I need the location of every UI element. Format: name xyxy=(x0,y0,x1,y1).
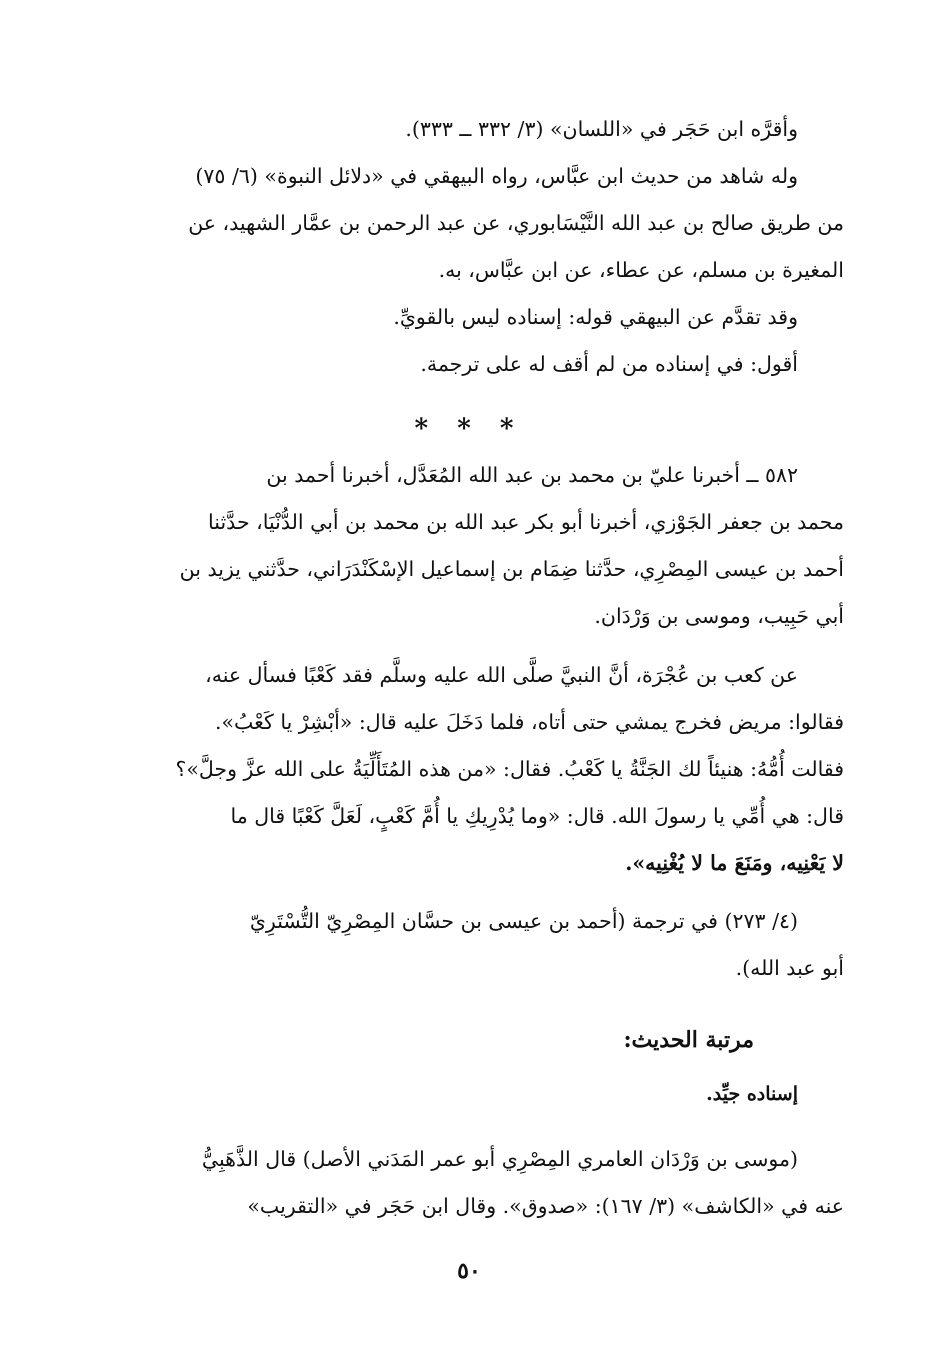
text-line: (موسى بن وَرْدَان العامري المِصْرِي أبو عمر المَدَني الأصل) قال الذَّهَبِيُّ xyxy=(201,1147,798,1171)
hadith-isnad xyxy=(78,452,844,640)
hadith-matn xyxy=(78,652,844,887)
text-line: من طريق صالح بن عبد الله النَّيْسَابوري، عن عبد الرحمن بن عمَّار الشهيد، عن xyxy=(188,211,844,235)
text-line: فقالت أُمُّهُ: هنيئاً لك الجَنَّةُ يا كَعْبُ. فقال: «من هذه المُتَأَلِّيَةُ على الله عزَّ وجلَّ»؟ xyxy=(175,757,844,781)
text-line: فقالوا: مريض فخرج يمشي حتى أتاه، فلما دَخَلَ عليه قال: «أبْشِرْ يا كَعْبُ». xyxy=(214,710,844,734)
text-line: وأقرَّه ابن حَجَر في «اللسان» (٣/ ٣٣٢ ــ ٣٣٣). xyxy=(405,117,798,141)
hadith-number-line: ٥٨٢ ــ أخبرنا عليّ بن محمد بن عبد الله المُعَدَّل، أخبرنا أحمد بن xyxy=(266,463,798,487)
text-line: (٤/ ٢٧٣) في ترجمة (أحمد بن عيسى بن حسَّان المِصْرِيّ التُّسْتَرِيّ xyxy=(249,909,798,933)
text-line: أبو عبد الله). xyxy=(735,956,844,980)
hadith-reference xyxy=(78,898,844,992)
page-number: ٥٠ xyxy=(457,1258,481,1284)
section-1 xyxy=(78,106,844,388)
text-line: أبي حَبِيب، وموسى بن وَرْدَان. xyxy=(594,604,844,628)
text-line: أقول: في إسناده من لم أقف له على ترجمة. xyxy=(420,352,798,376)
text-line: عنه في «الكاشف» (٣/ ١٦٧): «صدوق». وقال ابن حَجَر في «التقريب» xyxy=(247,1194,844,1218)
text-line: عن كعب بن عُجْرَة، أنَّ النبيَّ صلَّى الله عليه وسلَّم فقد كَعْبًا فسأل عنه، xyxy=(205,663,798,687)
text-line: محمد بن جعفر الجَوْزي، أخبرنا أبو بكر عبد الله بن محمد بن أبي الدُّنْيَا، حدَّثنا xyxy=(208,510,844,534)
grading-verdict: إسناده جيِّد. xyxy=(706,1083,798,1105)
text-line: المغيرة بن مسلم، عن عطاء، عن ابن عبَّاس، به. xyxy=(438,258,844,282)
grading-section xyxy=(78,1020,844,1230)
text-line: قال: هي أُمِّي يا رسولَ الله. قال: «وما يُدْرِيكِ يا أُمَّ كَعْبٍ، لَعَلَّ كَعْبًا قال ما xyxy=(230,804,844,828)
section-separator: * * * xyxy=(414,414,524,444)
text-line: لا يَعْنِيه، ومَنَعَ ما لا يُغْنِيه». xyxy=(625,851,844,875)
text-line: أحمد بن عيسى المِصْرِي، حدَّثنا ضِمَام بن إسماعيل الإسْكَنْدَرَاني، حدَّثني يزيد بن xyxy=(179,557,844,581)
text-line: وقد تقدَّم عن البيهقي قوله: إسناده ليس بالقويِّ. xyxy=(393,305,798,329)
text-line: وله شاهد من حديث ابن عبَّاس، رواه البيهقي في «دلائل النبوة» (٦/ ٧٥) xyxy=(195,164,798,188)
grading-heading: مرتبة الحديث: xyxy=(623,1027,754,1053)
